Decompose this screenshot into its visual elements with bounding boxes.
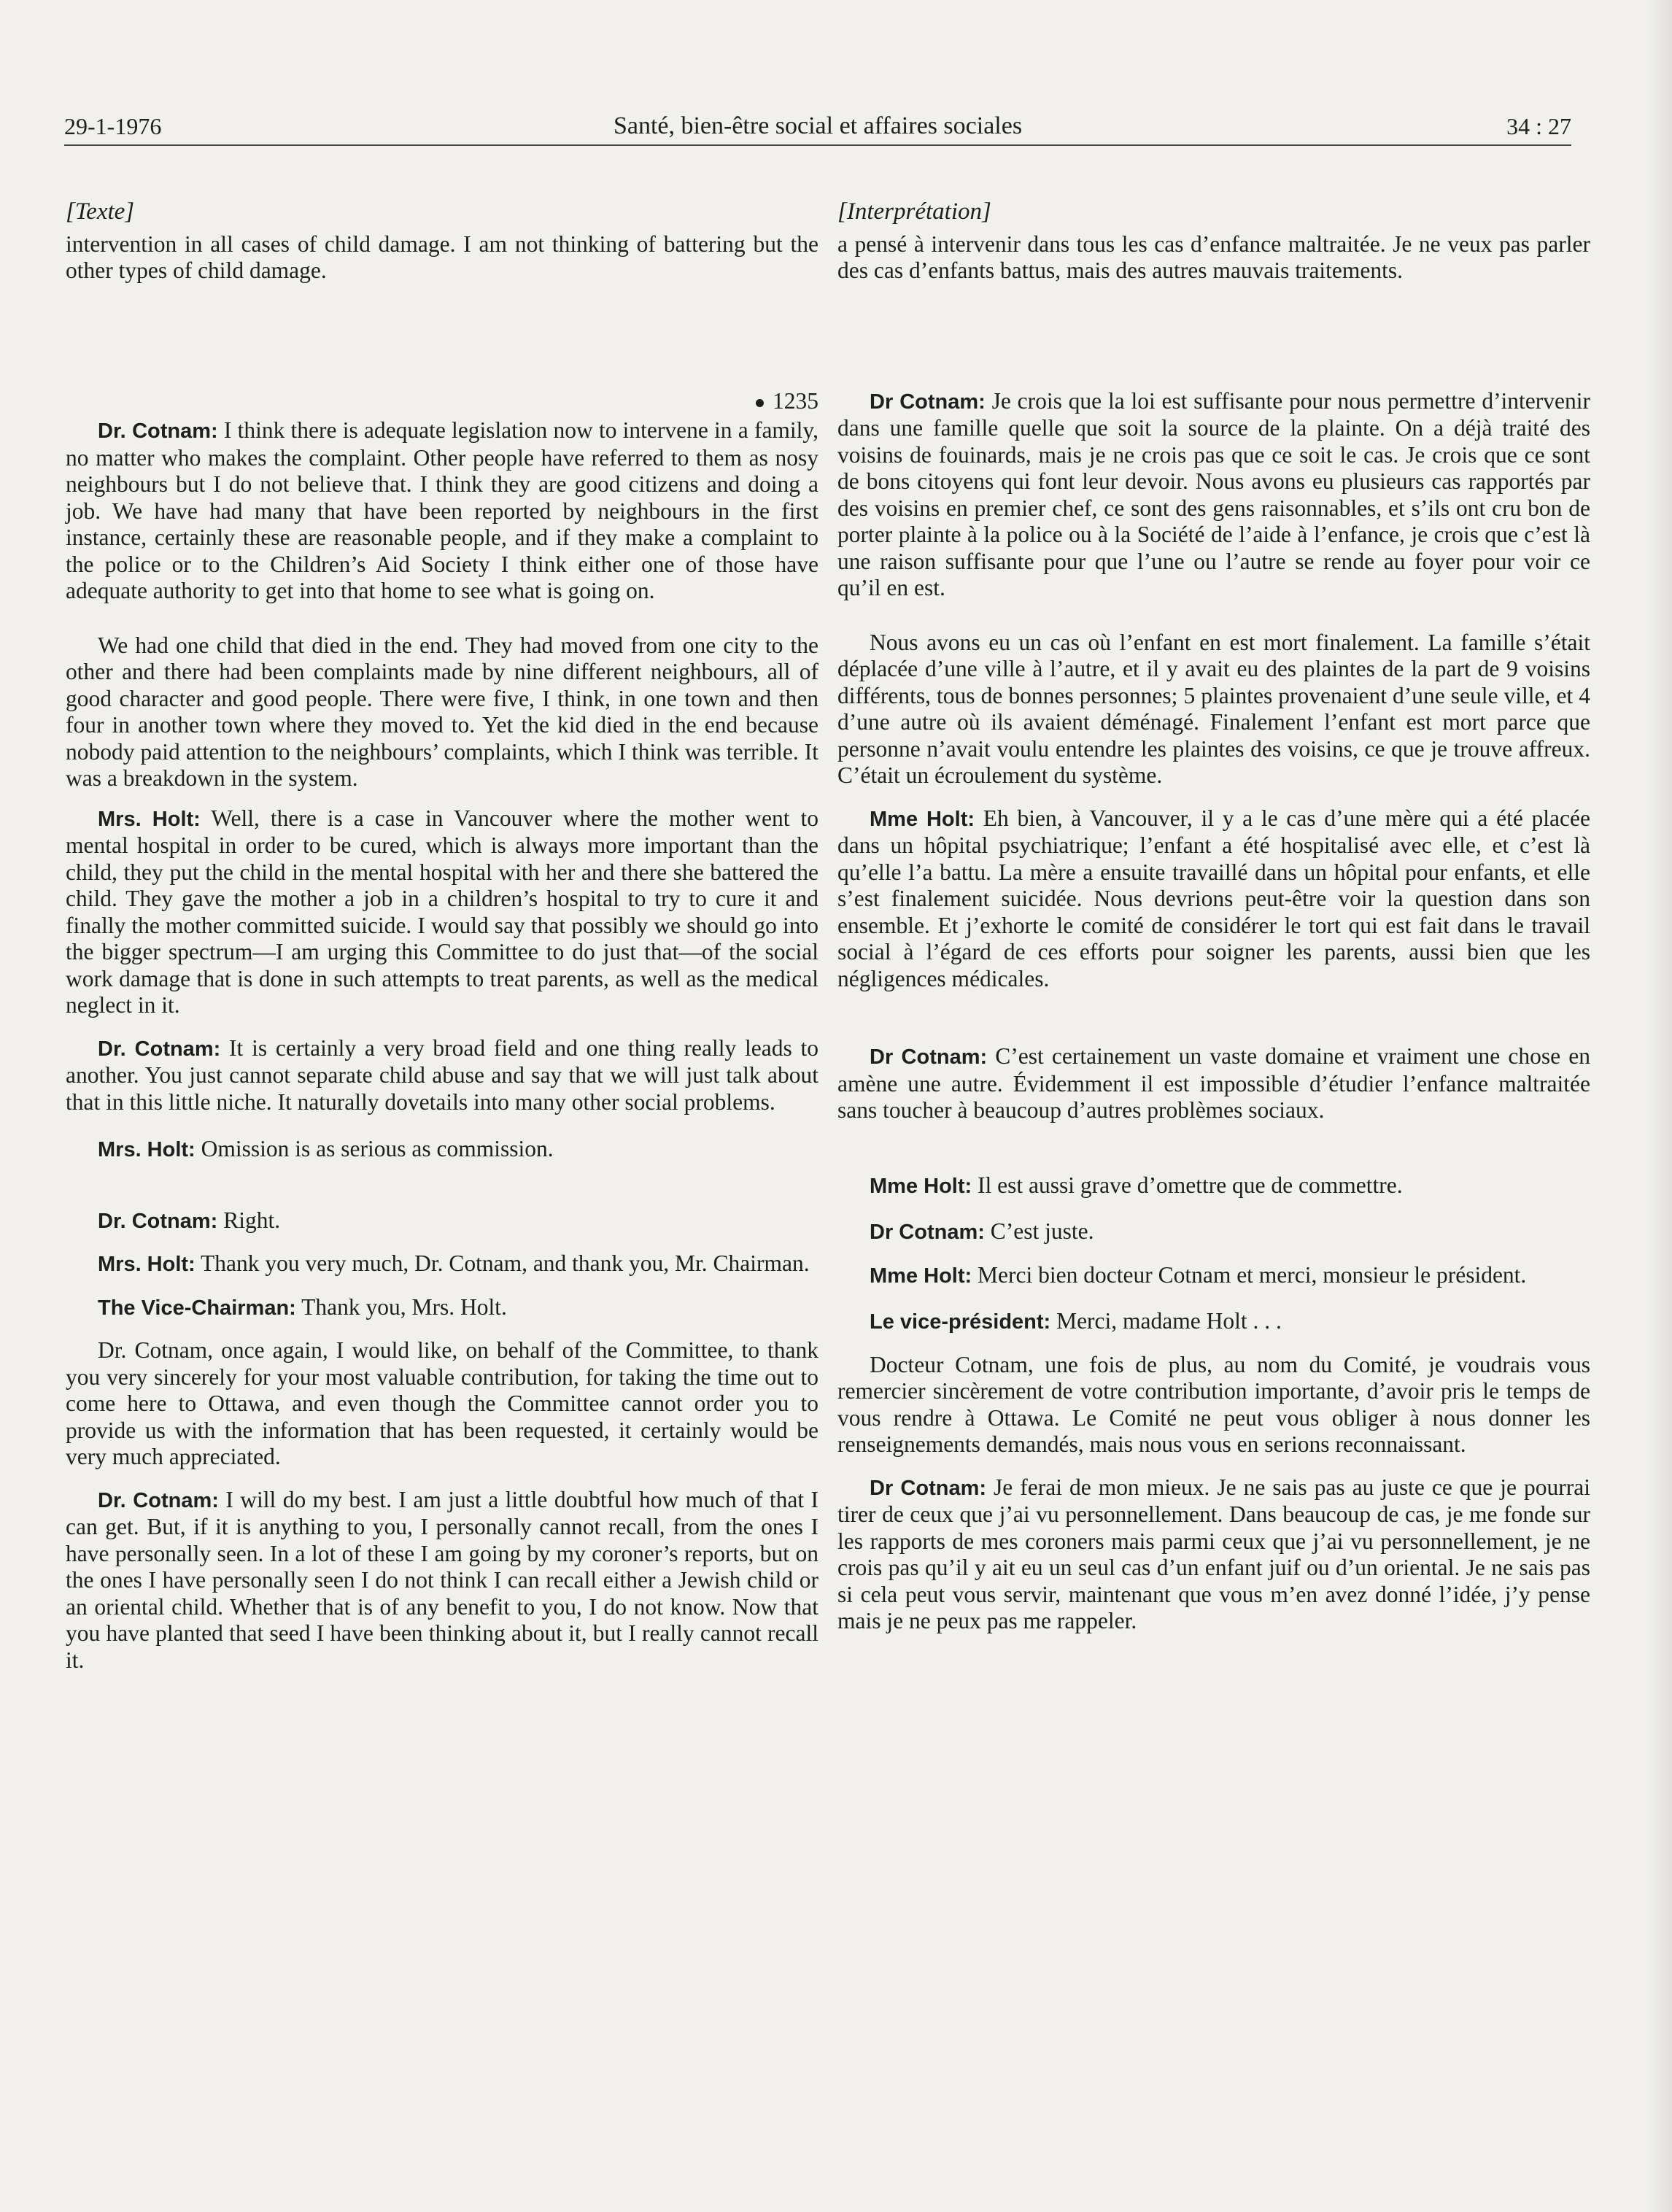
- header-page-number: 34 : 27: [1506, 113, 1571, 139]
- speaker-name: Dr Cotnam:: [870, 1045, 988, 1069]
- paragraph: [837, 1218, 1590, 1246]
- speech-text: Right.: [217, 1207, 281, 1233]
- speech-text: It is certainly a very broad field and one thing really leads to another. You just cannot separate child abuse and say that we will just talk about that in this little niche. It naturally dovetails into many other social problems.: [66, 1035, 819, 1115]
- speech-text: Eh bien, à Vancouver, il y a le cas d’une mère qui a été placée dans un hôpital psychiatrique; l’enfant a été hospitalisé avec elle, et c’est là qu’elle l’a battu. La mère a ensuite travaillé dans un hôpital pour enfants, et elle s’est finalement suicidée. Nous devrions peut-être voir la question dans son ensemble. Et j’exhorte le comité de considérer le tort qui est fait dans le travail social à l’égard de ces efforts pour soigner les parents, aussi bien que les négligences médicales.: [837, 805, 1590, 991]
- speaker-name: Mrs. Holt:: [98, 807, 201, 831]
- speaker-name: Mrs. Holt:: [98, 1138, 196, 1161]
- paragraph: [66, 805, 818, 1019]
- page-header: [64, 108, 1571, 146]
- speaker-name: Dr. Cotnam:: [98, 419, 218, 443]
- paragraph: [66, 1207, 818, 1235]
- paragraph: a pensé à intervenir dans tous les cas d’enfance maltraitée. Je ne veux pas parler des cas d’enfants battus, mais des autres mauvais traitements.: [837, 231, 1590, 283]
- speech-text: Merci bien docteur Cotnam et merci, monsieur le président.: [972, 1261, 1527, 1288]
- speech-text: Il est aussi grave d’omettre que de commettre.: [972, 1172, 1403, 1198]
- speaker-name: Dr Cotnam:: [870, 1476, 987, 1500]
- speaker-name: Dr. Cotnam:: [98, 1488, 219, 1512]
- paragraph: [66, 1250, 818, 1278]
- time-marker: [66, 388, 818, 415]
- speaker-name: Mme Holt:: [870, 1174, 972, 1198]
- paragraph: [66, 1294, 818, 1322]
- english-column: [66, 198, 818, 2073]
- french-column: [837, 198, 1590, 2073]
- paragraph: [837, 388, 1590, 602]
- speech-text: Thank you very much, Dr. Cotnam, and thank you, Mr. Chairman.: [195, 1250, 810, 1276]
- header-title: Santé, bien-être social et affaires sociales: [613, 112, 1023, 139]
- paragraph: Nous avons eu un cas où l’enfant en est mort finalement. La famille s’était déplacée d’une ville à l’autre, et il y avait eu des plaintes de la part de 9 voisins différents, tous de bonnes personnes; 5 plaintes provenaient d’une seule ville, et 4 d’une autre où ils avaient déménagé. Finalement l’enfant est mort parce que personne n’avait voulu entendre les plaintes des voisins, ce que je trouve affreux. C’était un écroulement du système.: [837, 629, 1590, 788]
- speech-text: Je crois que la loi est suffisante pour nous permettre d’intervenir dans une famille quelle que soit la source de la plainte. On a déjà traité des voisins de fouinards, mais je ne crois pas que ce soit le cas. Je crois que ce sont de bons citoyens qui font leur devoir. Nous avons eu plusieurs cas rapportés par des voisins en premier chef, ce sont des gens raisonnables, et s’ils ont cru bon de porter plainte à la police ou à la Société de l’aide à l’enfance, je crois que c’est là une raison suffisante pour que l’une ou l’autre se rende au foyer pour voir ce qu’il en est.: [837, 387, 1591, 600]
- speaker-name: Le vice-président:: [870, 1310, 1051, 1334]
- paragraph: [837, 1474, 1590, 1635]
- paragraph: [837, 805, 1590, 993]
- speaker-name: Mme Holt:: [870, 807, 975, 831]
- speaker-name: Dr. Cotnam:: [98, 1209, 218, 1233]
- paragraph: [66, 1487, 818, 1674]
- section-label: [Texte]: [66, 198, 135, 225]
- paragraph: Dr. Cotnam, once again, I would like, on behalf of the Committee, to thank you very sincerely for your most valuable contribution, for taking the time out to come here to Ottawa, and even though the Committee cannot order you to provide us with the information that has been requested, it certainly would be very much appreciated.: [66, 1337, 818, 1469]
- speaker-name: Mrs. Holt:: [98, 1253, 196, 1276]
- paragraph: [66, 417, 818, 605]
- speech-text: Merci, madame Holt . . .: [1050, 1308, 1282, 1334]
- speech-text: Thank you, Mrs. Holt.: [295, 1293, 507, 1320]
- speech-text: Well, there is a case in Vancouver where the mother went to mental hospital in order to be cured, which is always more important than the child, they put the child in the mental hospital with her and there she battered the child. They gave the mother a job in a children’s hospital to try to cure it and finally the mother committed suicide. I would say that possibly we should go into the bigger spectrum—I am urging this Committee to do just that—of the social work damage that is done in such attempts to treat parents, as well as the medical neglect in it.: [66, 805, 818, 1018]
- paragraph: [66, 1136, 818, 1164]
- paragraph: [66, 1035, 818, 1116]
- header-date: 29-1-1976: [64, 113, 162, 139]
- speaker-name: Dr Cotnam:: [870, 390, 986, 414]
- bullet-icon: [756, 399, 764, 407]
- paragraph: [837, 1043, 1590, 1124]
- paragraph: intervention in all cases of child damage. I am not thinking of battering but the other types of child damage.: [66, 231, 818, 283]
- paragraph: We had one child that died in the end. They had moved from one city to the other and there had been complaints made by nine different neighbours, all of good character and good people. There were five, I think, in one town and then four in another town where they moved to. Yet the kid died in the end because nobody paid attention to the neighbours’ complaints, which I think was terrible. It was a breakdown in the system.: [66, 632, 818, 791]
- speech-text: I think there is adequate legislation now to intervene in a family, no matter who makes the complaint. Other people have referred to them as nosy neighbours but I do not believe that. I think they are good citizens and doing a job. We have had many that have been reported by neighbours in the first instance, certainly these are reasonable people, and if they make a complaint to the police or to the Children’s Aid Society I think either one of those have adequate authority to get into that home to see what is going on.: [66, 417, 819, 603]
- speech-text: Je ferai de mon mieux. Je ne sais pas au juste ce que je pourrai tirer de ceux que j’ai vu personnellement. Dans beaucoup de cas, je me fonde sur les rapports de mes coroners mais parmi ceux que j’ai vu personnellement, je ne crois pas qu’il y ait eu un seul cas d’un enfant juif ou d’un oriental. Je ne sais pas si cela peut vous servir, maintenant que vous m’en avez donné l’idée, j’y pense mais je ne peux pas me rappeler.: [837, 1474, 1590, 1633]
- speaker-name: The Vice-Chairman:: [98, 1296, 296, 1320]
- paragraph: Docteur Cotnam, une fois de plus, au nom du Comité, je voudrais vous remercier sincèrement de votre contribution importante, d’avoir pris le temps de vous rendre à Ottawa. Le Comité ne peut vous obliger à nous donner les renseignements demandés, mais nous vous en serions reconnaissant.: [837, 1351, 1590, 1457]
- speech-text: Omission is as serious as commission.: [195, 1136, 554, 1161]
- time-marker-text: 1235: [773, 387, 818, 414]
- speech-text: I will do my best. I am just a little doubtful how much of that I can get. But, if it is anything to you, I personally cannot recall, from the ones I have personally seen. In a lot of these I am going by my coroner’s reports, but on the ones I have personally seen I do not think I can recall either a Jewish child or an oriental child. Whether that is of any benefit to you, I do not know. Now that you have planted that seed I have been thinking about it, but I really cannot recall it.: [66, 1486, 819, 1673]
- page-edge-shadow: [1646, 0, 1672, 2212]
- speaker-name: Dr Cotnam:: [870, 1221, 985, 1244]
- paragraph: [837, 1308, 1590, 1336]
- speaker-name: Dr. Cotnam:: [98, 1037, 221, 1061]
- speech-text: C’est juste.: [984, 1218, 1094, 1244]
- speech-text: C’est certainement un vaste domaine et vraiment une chose en amène une autre. Évidemment il est impossible d’étudier l’enfance maltraitée sans toucher à beaucoup d’autres problèmes sociaux.: [837, 1043, 1590, 1123]
- paragraph: [837, 1172, 1590, 1200]
- speaker-name: Mme Holt:: [870, 1264, 972, 1288]
- section-label: [Interprétation]: [837, 198, 991, 225]
- paragraph: [837, 1262, 1590, 1290]
